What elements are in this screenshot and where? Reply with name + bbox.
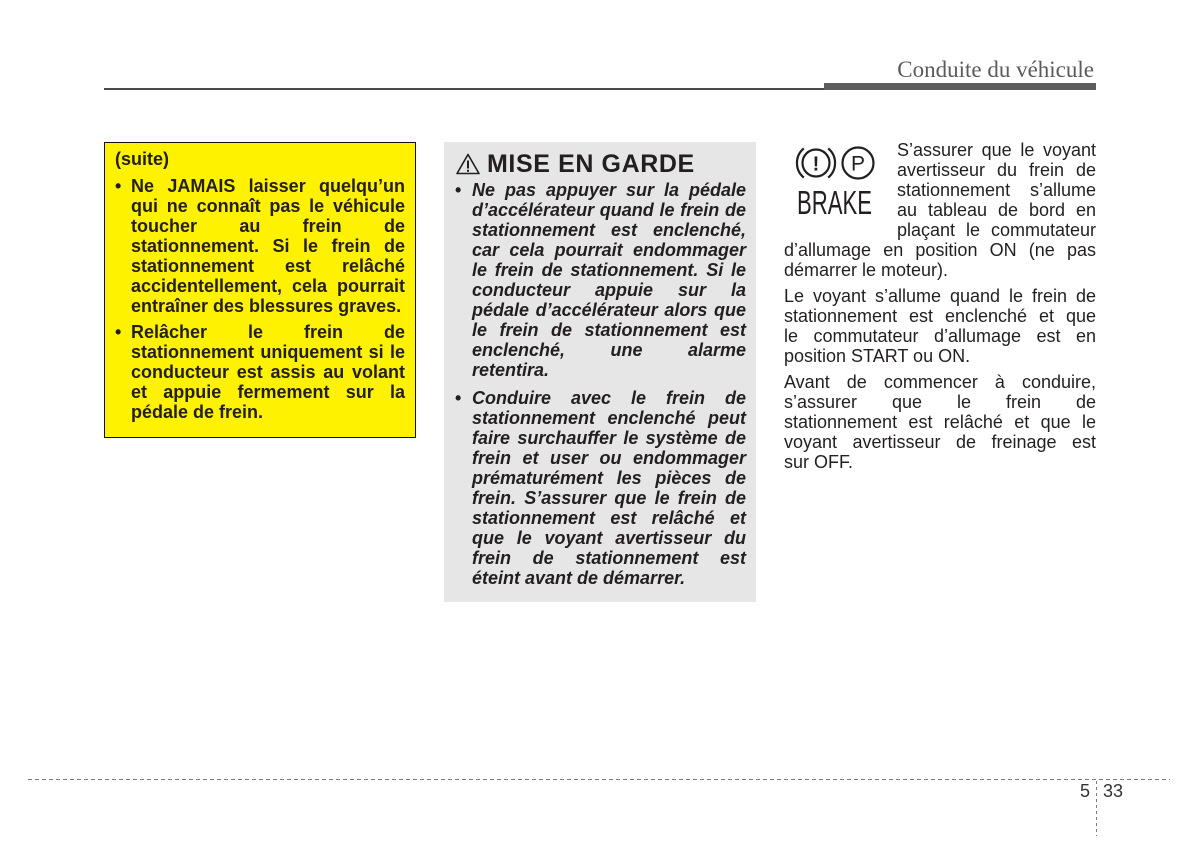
- text-line: s’assurer que le frein de: [784, 392, 1096, 412]
- text-line: pédale de frein.: [131, 402, 264, 422]
- brake-label: BRAKE: [797, 184, 872, 221]
- text-line: stationnement. Si le frein de: [131, 236, 405, 256]
- text-line: le frein de stationnement. Si le: [472, 260, 746, 280]
- text-line: démarrer le moteur).: [784, 260, 949, 280]
- footer-page-divider: [1096, 781, 1097, 836]
- text-line: Le voyant s’allume quand le frein de: [784, 286, 1096, 306]
- warning-bullet-list: [115, 176, 405, 428]
- bullet-marker: •: [115, 176, 122, 196]
- text-line: Avant de commencer à conduire,: [784, 372, 1096, 392]
- parking-symbol: P: [850, 152, 866, 176]
- text-line: frein de stationnement est: [472, 548, 746, 568]
- text-line: pédale d’accélérateur alors que: [472, 300, 746, 320]
- text-line: stationnement est enclenché,: [472, 220, 746, 240]
- text-line: toucher au frein de: [131, 216, 405, 236]
- bullet-marker: •: [455, 388, 462, 408]
- text-line: position START ou ON.: [784, 346, 971, 366]
- text-line: enclenché, une alarme: [472, 340, 746, 360]
- body-paragraph: [784, 372, 1096, 472]
- text-line: que le voyant avertisseur du: [472, 528, 746, 548]
- text-line: conducteur est assis au volant: [131, 362, 405, 382]
- text-line: éteint avant de démarrer.: [472, 568, 686, 588]
- parking-brake-warning-light-icon: [784, 140, 881, 236]
- section-title: Conduite du véhicule: [897, 57, 1094, 82]
- bullet-item: [115, 322, 405, 422]
- text-line: voyant avertisseur de freinage est: [784, 432, 1096, 452]
- bullet-item: [115, 176, 405, 316]
- bullet-marker: •: [115, 322, 122, 342]
- text-line: d’allumage en position ON (ne pas: [784, 240, 1096, 260]
- text-line: qui ne connaît pas le véhicule: [131, 196, 405, 216]
- text-line: le commutateur d’allumage est en: [784, 326, 1096, 346]
- warning-continued-box: [104, 142, 416, 438]
- text-line: retentira.: [472, 360, 550, 380]
- bullet-item: [455, 180, 746, 380]
- bullet-marker: •: [455, 180, 462, 200]
- text-line: stationnement est relâché et: [472, 508, 746, 528]
- text-line: Ne JAMAIS laisser quelqu’un: [131, 176, 405, 196]
- footer-dashed-rule: [28, 779, 1170, 780]
- text-line: frein. S’assurer que le frein de: [472, 488, 746, 508]
- text-line: stationnement est relâché et que le: [784, 412, 1096, 432]
- text-line: stationnement s’allume: [897, 180, 1096, 200]
- text-line: S’assurer que le voyant: [897, 140, 1096, 160]
- body-paragraph: [784, 286, 1096, 366]
- text-line: Relâcher le frein de: [131, 322, 405, 342]
- text-line: Ne pas appuyer sur la pédale: [472, 180, 746, 200]
- text-line: d’accélérateur quand le frein de: [472, 200, 746, 220]
- text-line: stationnement est enclenché et que: [784, 306, 1096, 326]
- chapter-number: 5: [1079, 781, 1090, 801]
- text-line: sur OFF.: [784, 452, 854, 472]
- text-line: au tableau de bord en: [897, 200, 1096, 220]
- text-line: le frein de stationnement est: [472, 320, 746, 340]
- continued-label: (suite): [115, 149, 169, 169]
- text-line: stationnement est relâché: [131, 256, 405, 276]
- header-accent-bar: [824, 83, 1096, 90]
- body-column: [784, 140, 1096, 478]
- exclamation-symbol: !: [812, 153, 820, 176]
- text-line: avertisseur du frein de: [897, 160, 1096, 180]
- caution-title: MISE EN GARDE: [487, 150, 695, 178]
- warning-triangle-icon: [456, 153, 480, 175]
- text-line: entraîner des blessures graves.: [131, 296, 402, 316]
- text-line: frein et user ou endommager: [472, 448, 746, 468]
- text-line: accidentellement, cela pourrait: [131, 276, 405, 296]
- text-line: car cela pourrait endommager: [472, 240, 746, 260]
- text-line: Conduire avec le frein de: [472, 388, 746, 408]
- text-line: plaçant le commutateur: [897, 220, 1096, 240]
- caution-box: [444, 142, 756, 602]
- caution-bullet-list: [455, 180, 746, 596]
- bullet-item: [455, 388, 746, 588]
- text-line: faire surchauffer le système de: [472, 428, 746, 448]
- text-line: et appuie fermement sur la: [131, 382, 405, 402]
- text-line: conducteur appuie sur la: [472, 280, 746, 300]
- text-line: stationnement enclenché peut: [472, 408, 746, 428]
- text-line: stationnement uniquement si le: [131, 342, 405, 362]
- text-line: prématurément les pièces de: [472, 468, 746, 488]
- page-number: 33: [1103, 781, 1124, 801]
